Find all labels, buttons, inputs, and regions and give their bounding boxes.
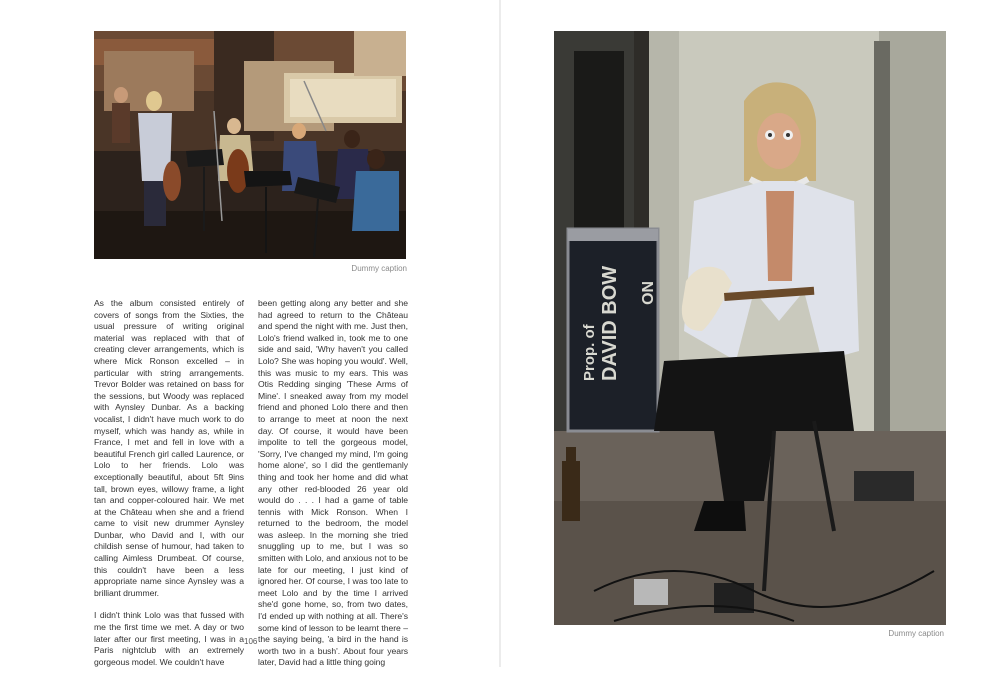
paragraph: been getting along any better and she had agreed to return to the Château and spend the night with me. Just then, Lolo's friend walked in, took me to one side and said, 'Why haven't you called Lolo? She was hoping you would'. Well, this was music to my ears. This was Otis Redding singing 'These Arms of Mine'. I sneaked away from my model friend and phoned Lolo there and then to arrange to meet at noon the next day. Of course, it would have been impolite to tell the gorgeous model, 'Sorry, I've changed my mind, I'm going home alone', so I did the gentlemanly thing and took her home and did what any other red-blooded 26 year old would do . . . I had a game of table tennis with Mick Ronson. When I returned to the bedroom, the model was asleep. In the morning she tried snuggling up to me, but I was so smitten with Lolo, and anxious not to be late for our meeting, I just kind of ignored her. Of course, I was too late to meet Lolo and by the time I arrived she'd gone home, so, from two dates, I'd ended up with nothing at all. There's some kind of lesson to be learnt there – the saying being, 'a bird in the hand is worth two in a bush'. About four years later, David had a little thing going xyxy=(258,298,408,668)
paragraph: I didn't think Lolo was that fussed with me the first time we met. A day or two later after our first meeting, I was in a Paris nightclub with an extremely gorgeous model. We couldn't have xyxy=(94,610,244,667)
case-stencil-line2: DAVID BOW xyxy=(599,265,621,381)
case-stencil-line1: Prop. of xyxy=(581,324,598,381)
string-session-illustration xyxy=(94,31,406,259)
text-column-right xyxy=(258,298,408,680)
photo-caption-top: Dummy caption xyxy=(351,264,407,273)
paragraph: As the album consisted entirely of covers of songs from the Sixties, the usual pressure of writing original material was replaced with that of creating clever arrangements, which is where Mick Ronson excelled – in particular with string arrangements. Trevor Bolder was retained on bass for the sessions, but Woody was replaced with Aynsley Dunbar. As a backing vocalist, I didn't have much work to do myself, which was handy as, while in France, I met and fell in love with a beautiful French girl called Laurence, or Lolo to her friends. Lolo was exceptionally beautiful, about 5ft 9ins tall, brown eyes, willowy frame, a light tan and copper-coloured hair. We met at the Château when she and a friend came to visit new drummer Aynsley Dunbar, who David and I, with our childish sense of humour, had taken to calling Aimless Drumbeat. Of course, this couldn't have been a less appropriate name since Aynsley was a brilliant drummer. xyxy=(94,298,244,598)
case-stencil-line3: NO xyxy=(638,281,655,305)
text-column-left xyxy=(94,298,244,679)
page-gutter xyxy=(499,0,501,667)
guitarist-photo xyxy=(554,31,946,625)
string-session-photo xyxy=(94,31,406,259)
page-number: 106 xyxy=(244,637,258,646)
guitarist-illustration xyxy=(554,31,946,625)
photo-caption-right: Dummy caption xyxy=(888,629,944,638)
